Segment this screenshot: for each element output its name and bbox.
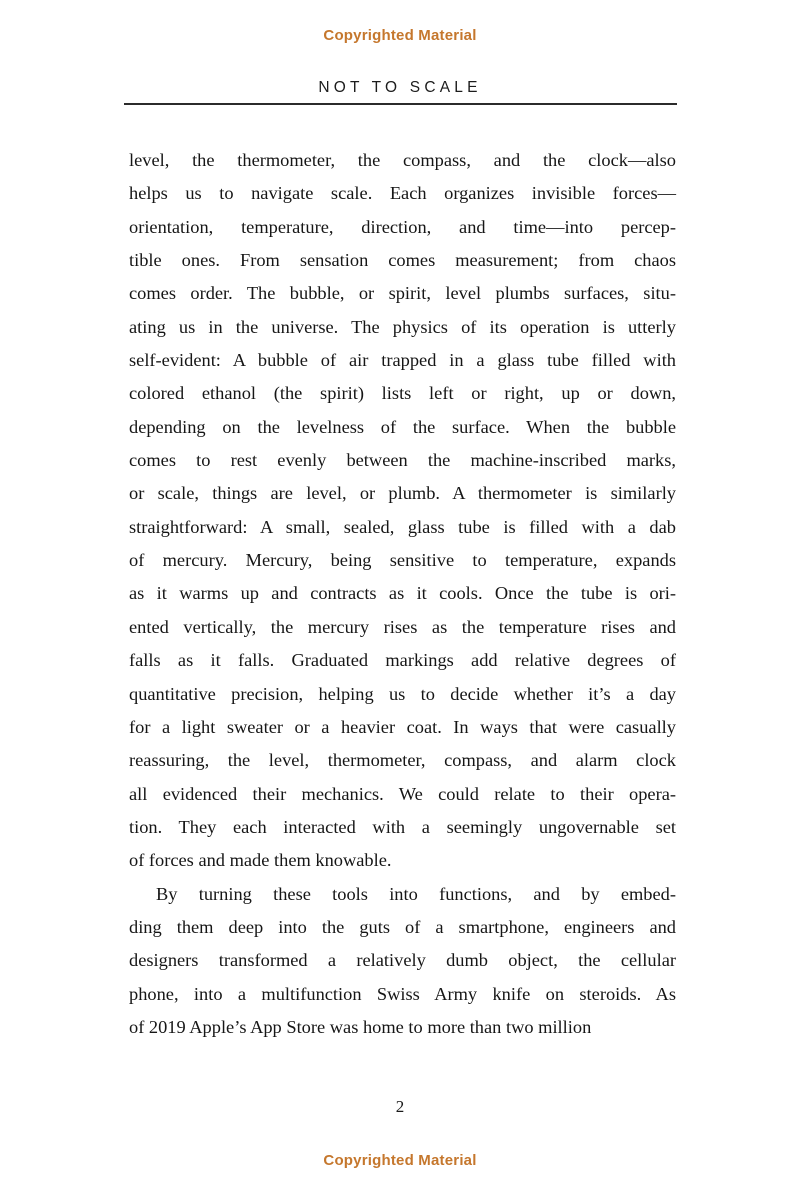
- body-text-line: comes to rest evenly between the machine-inscribed marks,: [129, 450, 676, 471]
- body-text-line: of mercury. Mercury, being sensitive to temperature, expands: [129, 550, 676, 571]
- body-text-line: quantitative precision, helping us to decide whether it’s a day: [129, 683, 676, 704]
- text-block: [129, 144, 676, 1044]
- body-text-line: ented vertically, the mercury rises as the temperature rises and: [129, 616, 676, 637]
- body-text-line: ating us in the universe. The physics of its operation is utterly: [129, 316, 676, 337]
- body-text-line: of forces and made them knowable.: [129, 850, 392, 871]
- body-text-line: depending on the levelness of the surface. When the bubble: [129, 416, 676, 437]
- running-head-title: NOT TO SCALE: [318, 79, 482, 96]
- body-text-line: of 2019 Apple’s App Store was home to more than two million: [129, 1016, 592, 1037]
- copyright-watermark-bottom: Copyrighted Material: [323, 1152, 477, 1169]
- body-text-line: comes order. The bubble, or spirit, level plumbs surfaces, situ-: [129, 283, 676, 304]
- body-text-line: level, the thermometer, the compass, and the clock—also: [129, 150, 676, 170]
- body-text-line: or scale, things are level, or plumb. A thermometer is similarly: [129, 483, 676, 504]
- body-text-line: falls as it falls. Graduated markings add relative degrees of: [129, 650, 676, 671]
- copyright-watermark-top: Copyrighted Material: [323, 27, 477, 44]
- body-text-line: as it warms up and contracts as it cools. Once the tube is ori-: [129, 583, 676, 604]
- body-text-line: tion. They each interacted with a seemingly ungovernable set: [129, 816, 676, 837]
- body-text-line: By turning these tools into functions, and by embed-: [156, 883, 676, 904]
- body-text-line: tible ones. From sensation comes measurement; from chaos: [129, 250, 676, 271]
- body-text-line: straightforward: A small, sealed, glass tube is filled with a dab: [129, 516, 676, 537]
- body-text-line: colored ethanol (the spirit) lists left or right, up or down,: [129, 383, 676, 404]
- body-text-line: self-evident: A bubble of air trapped in a glass tube filled with: [129, 350, 676, 371]
- header-rule-divider: [124, 103, 677, 105]
- body-text-line: phone, into a multifunction Swiss Army knife on steroids. As: [129, 983, 676, 1004]
- body-text-line: for a light sweater or a heavier coat. In ways that were casually: [129, 716, 676, 737]
- body-text-line: designers transformed a relatively dumb object, the cellular: [129, 950, 676, 971]
- body-text-line: orientation, temperature, direction, and time—into percep-: [129, 216, 676, 237]
- body-text-line: reassuring, the level, thermometer, compass, and alarm clock: [129, 750, 676, 771]
- body-text-line: helps us to navigate scale. Each organizes invisible forces—: [129, 183, 676, 204]
- page-number: 2: [395, 1097, 405, 1116]
- body-text-line: ding them deep into the guts of a smartphone, engineers and: [129, 916, 676, 937]
- body-text-line: all evidenced their mechanics. We could relate to their opera-: [129, 783, 676, 804]
